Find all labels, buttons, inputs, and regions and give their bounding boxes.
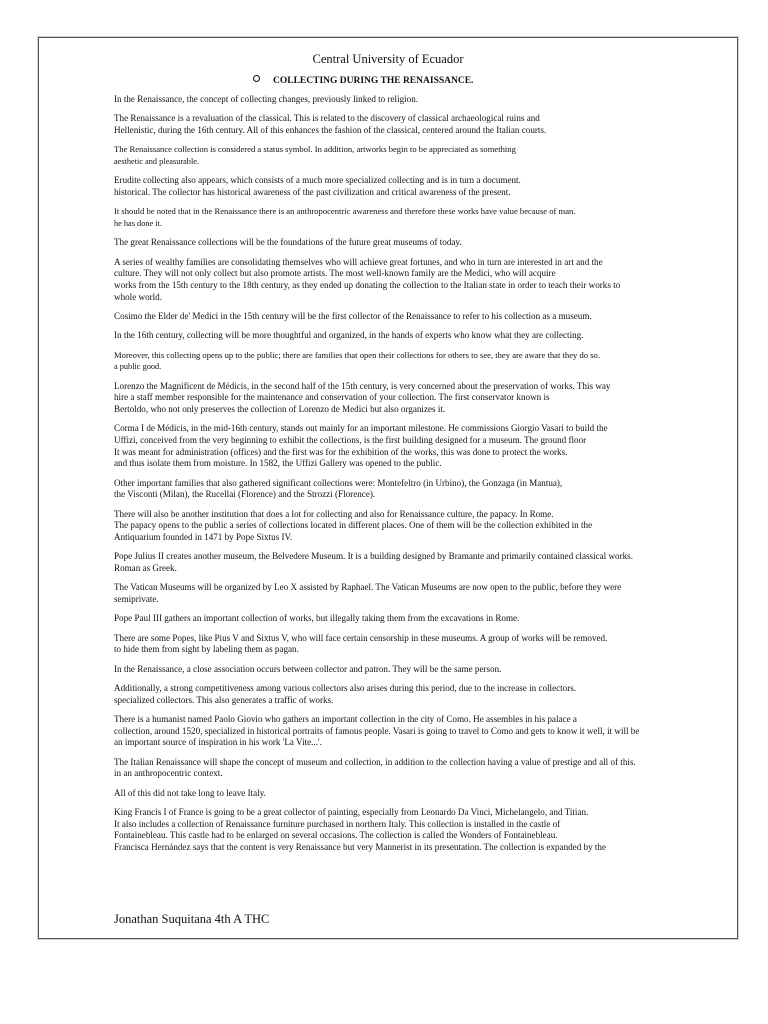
- paragraph: [114, 633, 734, 656]
- paragraph-line: The great Renaissance collections will be the foundations of the future great museums of today.: [114, 237, 462, 248]
- section-heading-text: COLLECTING DURING THE RENAISSANCE.: [273, 76, 474, 86]
- paragraph-line: Fontainebleau. This castle had to be enlarged on several occasions. The collection is called the Wonders of Fontainebleau.: [114, 830, 558, 841]
- paragraph-line: and thus isolate them from moisture. In 1582, the Uffizi Gallery was opened to the public.: [114, 458, 442, 469]
- body-text: [114, 94, 734, 861]
- paragraph: [114, 423, 734, 470]
- paragraph-line: The Vatican Museums will be organized by Leo X assisted by Raphael. The Vatican Museums are now open to the public, before they were: [114, 582, 622, 593]
- paragraph-line: culture. They will not only collect but also promote artists. The most well-known family are the Medici, who will acquire: [114, 268, 556, 279]
- paragraph-line: A series of wealthy families are consolidating themselves who will achieve great fortunes, and who in turn are interested in art and the: [114, 256, 603, 267]
- paragraph-line: he has done it.: [114, 219, 162, 228]
- paragraph: [114, 206, 734, 229]
- paragraph-line: There is a humanist named Paolo Giovio who gathers an important collection in the city of Como. He assembles in his palace a: [114, 714, 577, 724]
- paragraph: [114, 582, 734, 605]
- paragraph-line: In the 16th century, collecting will be more thoughtful and organized, in the hands of experts who know what they are collecting.: [114, 330, 584, 341]
- paragraph-line: Hellenistic, during the 16th century. All of this enhances the fashion of the classical, centered around the Italian courts.: [114, 125, 547, 135]
- paragraph: [114, 683, 734, 706]
- paragraph-line: It should be noted that in the Renaissance there is an anthropocentric awareness and therefore these works have value because of man.: [114, 206, 576, 217]
- paragraph: [114, 94, 734, 106]
- paragraph: [114, 714, 734, 749]
- paragraph-line: aesthetic and pleasurable.: [114, 157, 200, 166]
- paragraph: [114, 613, 734, 625]
- paragraph-line: The Renaissance is a revaluation of the classical. This is related to the discovery of classical archaeological ruins and: [114, 113, 540, 124]
- paragraph-line: semiprivate.: [114, 594, 159, 605]
- paragraph-line: The Renaissance collection is considered a status symbol. In addition, artworks begin to be appreciated as something: [114, 144, 516, 155]
- paragraph-line: There are some Popes, like Pius V and Sixtus V, who will face certain censorship in these museums. A group of works will be removed.: [114, 632, 608, 643]
- paragraph-line: in an anthropocentric context.: [114, 768, 223, 779]
- paragraph-line: Bertoldo, who not only preserves the collection of Lorenzo de Medici but also organizes it.: [114, 404, 446, 414]
- section-heading: [253, 75, 473, 86]
- paragraph: [114, 381, 734, 416]
- paragraph-line: a public good.: [114, 362, 162, 372]
- paragraph: [114, 311, 734, 323]
- paragraph-line: Pope Paul III gathers an important collection of works, but illegally taking them from the excavations in Rome.: [114, 613, 520, 624]
- paragraph-line: Roman as Greek.: [114, 563, 177, 574]
- paragraph: [114, 807, 734, 854]
- paragraph-line: Moreover, this collecting opens up to the public; there are families that open their collections for others to see, they are aware that they do so.: [114, 349, 600, 360]
- paragraph: [114, 664, 734, 676]
- paragraph-line: historical. The collector has historical awareness of the past civilization and critical awareness of the present.: [114, 187, 511, 197]
- paragraph-line: specialized collectors. This also generates a traffic of works.: [114, 694, 334, 705]
- paragraph: [114, 257, 734, 304]
- paragraph-line: In the Renaissance, the concept of collecting changes, previously linked to religion.: [114, 94, 419, 104]
- paragraph-line: hire a staff member responsible for the maintenance and conservation of your collection. The first conservator known is: [114, 392, 550, 403]
- paragraph-line: The papacy opens to the public a series of collections located in different places. One of them will be the collection exhibited in the: [114, 520, 593, 531]
- paragraph-line: whole world.: [114, 291, 162, 302]
- paragraph: [114, 788, 734, 800]
- circle-bullet-icon: [253, 75, 260, 82]
- paragraph-line: Antiquarium founded in 1471 by Pope Sixtus IV.: [114, 532, 293, 543]
- paragraph-line: an important source of inspiration in his work 'La Vite...'.: [114, 737, 322, 748]
- paragraph: [114, 113, 734, 136]
- paragraph-line: the Visconti (Milan), the Rucellai (Florence) and the Strozzi (Florence).: [114, 489, 376, 500]
- paragraph-line: Lorenzo the Magnificent de Médicis, in the second half of the 15th century, is very concerned about the preservation of works. This way: [114, 380, 611, 391]
- paragraph: [114, 144, 734, 167]
- paragraph-line: to hide them from sight by labeling them as pagan.: [114, 644, 299, 655]
- paragraph-line: Francisca Hernández says that the content is very Renaissance but very Mannerist in its presentation. The collection is expanded by the: [114, 842, 607, 853]
- paragraph-line: works from the 15th century to the 18th century, as they ended up donating the collection to the Italian state in order to teach their works to: [114, 280, 621, 290]
- paragraph-line: Other important families that also gathered significant collections were: Montefeltro (in Urbino), the Gonzaga (in Mantua),: [114, 477, 563, 488]
- page-title: Central University of Ecuador: [312, 52, 464, 66]
- paragraph-line: It also includes a collection of Renaissance furniture purchased in northern Italy. This collection is installed in the castle of: [114, 818, 561, 829]
- paragraph: [114, 509, 734, 544]
- paragraph: [114, 350, 734, 373]
- paragraph: [114, 757, 734, 780]
- paragraph-line: In the Renaissance, a close association occurs between collector and patron. They will be the same person.: [114, 663, 502, 674]
- paragraph-line: There will also be another institution that does a lot for collecting and also for Renaissance culture, the papacy. In Rome.: [114, 508, 554, 519]
- author-footer: Jonathan Suquitana 4th A THC: [114, 912, 270, 926]
- paragraph-line: All of this did not take long to leave Italy.: [114, 787, 266, 798]
- paragraph-line: Erudite collecting also appears, which consists of a much more specialized collecting and is in turn a document.: [114, 175, 521, 186]
- paragraph-line: It was meant for administration (offices) and the first was for the exhibition of the works, this was done to protect the works.: [114, 446, 568, 457]
- paragraph-line: Additionally, a strong competitiveness among various collectors also arises during this period, due to the increase in collectors.: [114, 683, 577, 693]
- paragraph: [114, 175, 734, 198]
- paragraph-line: collection, around 1520, specialized in historical portraits of famous people. Vasari is going to travel to Como and gets to know it well, it will be: [114, 725, 640, 736]
- paragraph-line: King Francis I of France is going to be a great collector of painting, especially from Leonardo Da Vinci, Michelangelo, and Titian.: [114, 807, 589, 817]
- paragraph-line: Cosimo the Elder de' Medici in the 15th century will be the first collector of the Renaissance to refer to his collection as a museum.: [114, 311, 592, 321]
- document-page: [38, 37, 738, 939]
- paragraph-line: Uffizi, conceived from the very beginning to exhibit the collections, is the first building designed for a museum. The ground floor: [114, 435, 587, 445]
- paragraph: [114, 237, 734, 249]
- paragraph-line: Corma I de Médicis, in the mid-16th century, stands out mainly for an important milestone. He commissions Giorgio Vasari to build the: [114, 423, 608, 434]
- paragraph: [114, 330, 734, 342]
- paragraph-line: Pope Julius II creates another museum, the Belvedere Museum. It is a building designed by Bramante and primarily contained classical works.: [114, 551, 633, 562]
- paragraph: [114, 478, 734, 501]
- paragraph-line: The Italian Renaissance will shape the concept of museum and collection, in addition to the collection having a value of prestige and all of this.: [114, 756, 636, 767]
- paragraph: [114, 551, 734, 574]
